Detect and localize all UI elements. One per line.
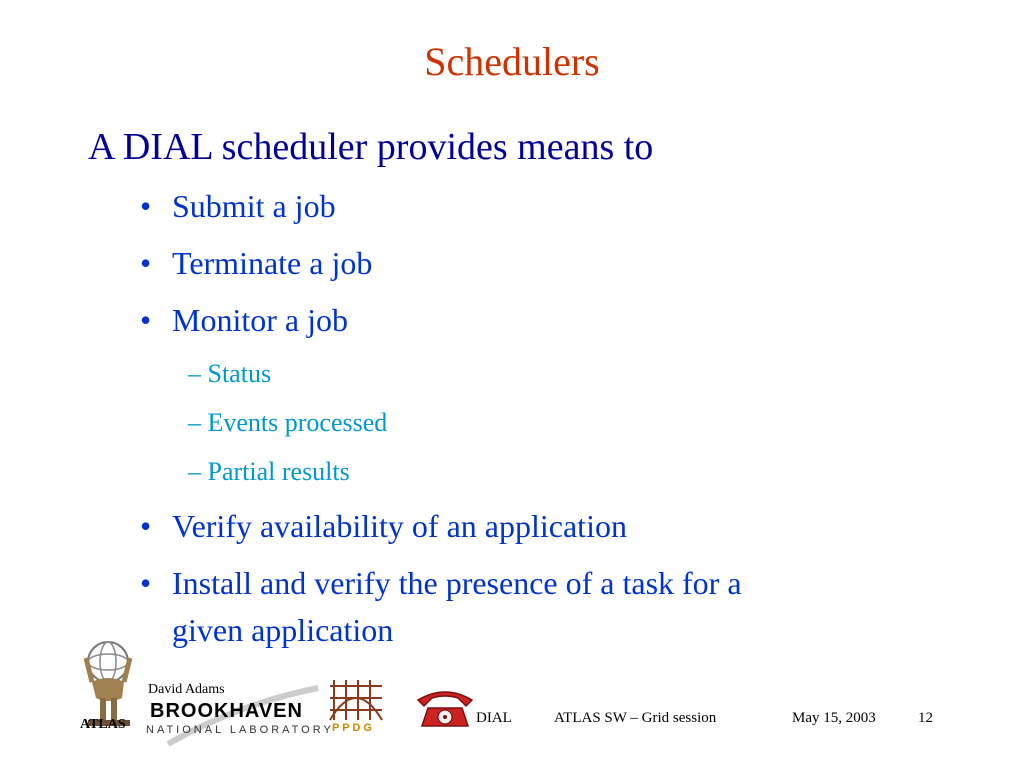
bullet-item xyxy=(140,506,627,546)
bullet-dot: • xyxy=(140,508,152,544)
sub-bullet-item: – Status xyxy=(188,359,272,388)
brookhaven-name: BROOKHAVEN xyxy=(150,700,303,722)
bullet-dot: • xyxy=(140,565,152,601)
ppdg-grid-icon xyxy=(328,676,384,724)
bullet-continuation: given application xyxy=(172,612,394,648)
bullet-text: Submit a job xyxy=(172,188,336,224)
bullet-dot: • xyxy=(140,302,152,338)
bullet-text: Monitor a job xyxy=(172,302,348,338)
lead-text: A DIAL scheduler provides means to xyxy=(88,126,654,168)
atlas-label: ATLAS xyxy=(80,717,126,732)
slide-title: Schedulers xyxy=(424,39,600,84)
bullet-dot: • xyxy=(140,245,152,281)
bullet-text: Terminate a job xyxy=(172,245,373,281)
sub-bullet-item: – Partial results xyxy=(188,457,350,486)
bullet-dot: • xyxy=(140,188,152,224)
footer-date: May 15, 2003 xyxy=(792,710,876,726)
sub-bullet-item: – Events processed xyxy=(188,408,388,437)
bullet-item xyxy=(140,563,742,603)
bullet-text: Verify availability of an application xyxy=(172,508,627,544)
bullet-text: Install and verify the presence of a task for a xyxy=(172,565,742,601)
footer-session: ATLAS SW – Grid session xyxy=(554,710,717,726)
bullet-item xyxy=(140,300,348,340)
page-number: 12 xyxy=(918,710,933,726)
brookhaven-subtitle: NATIONAL LABORATORY xyxy=(146,724,334,736)
bullet-item xyxy=(140,186,336,226)
telephone-icon xyxy=(414,684,476,730)
ppdg-label: P P D G xyxy=(332,722,372,734)
footer-project: DIAL xyxy=(476,710,512,726)
author-name: David Adams xyxy=(148,682,225,697)
bullet-item xyxy=(140,243,372,283)
